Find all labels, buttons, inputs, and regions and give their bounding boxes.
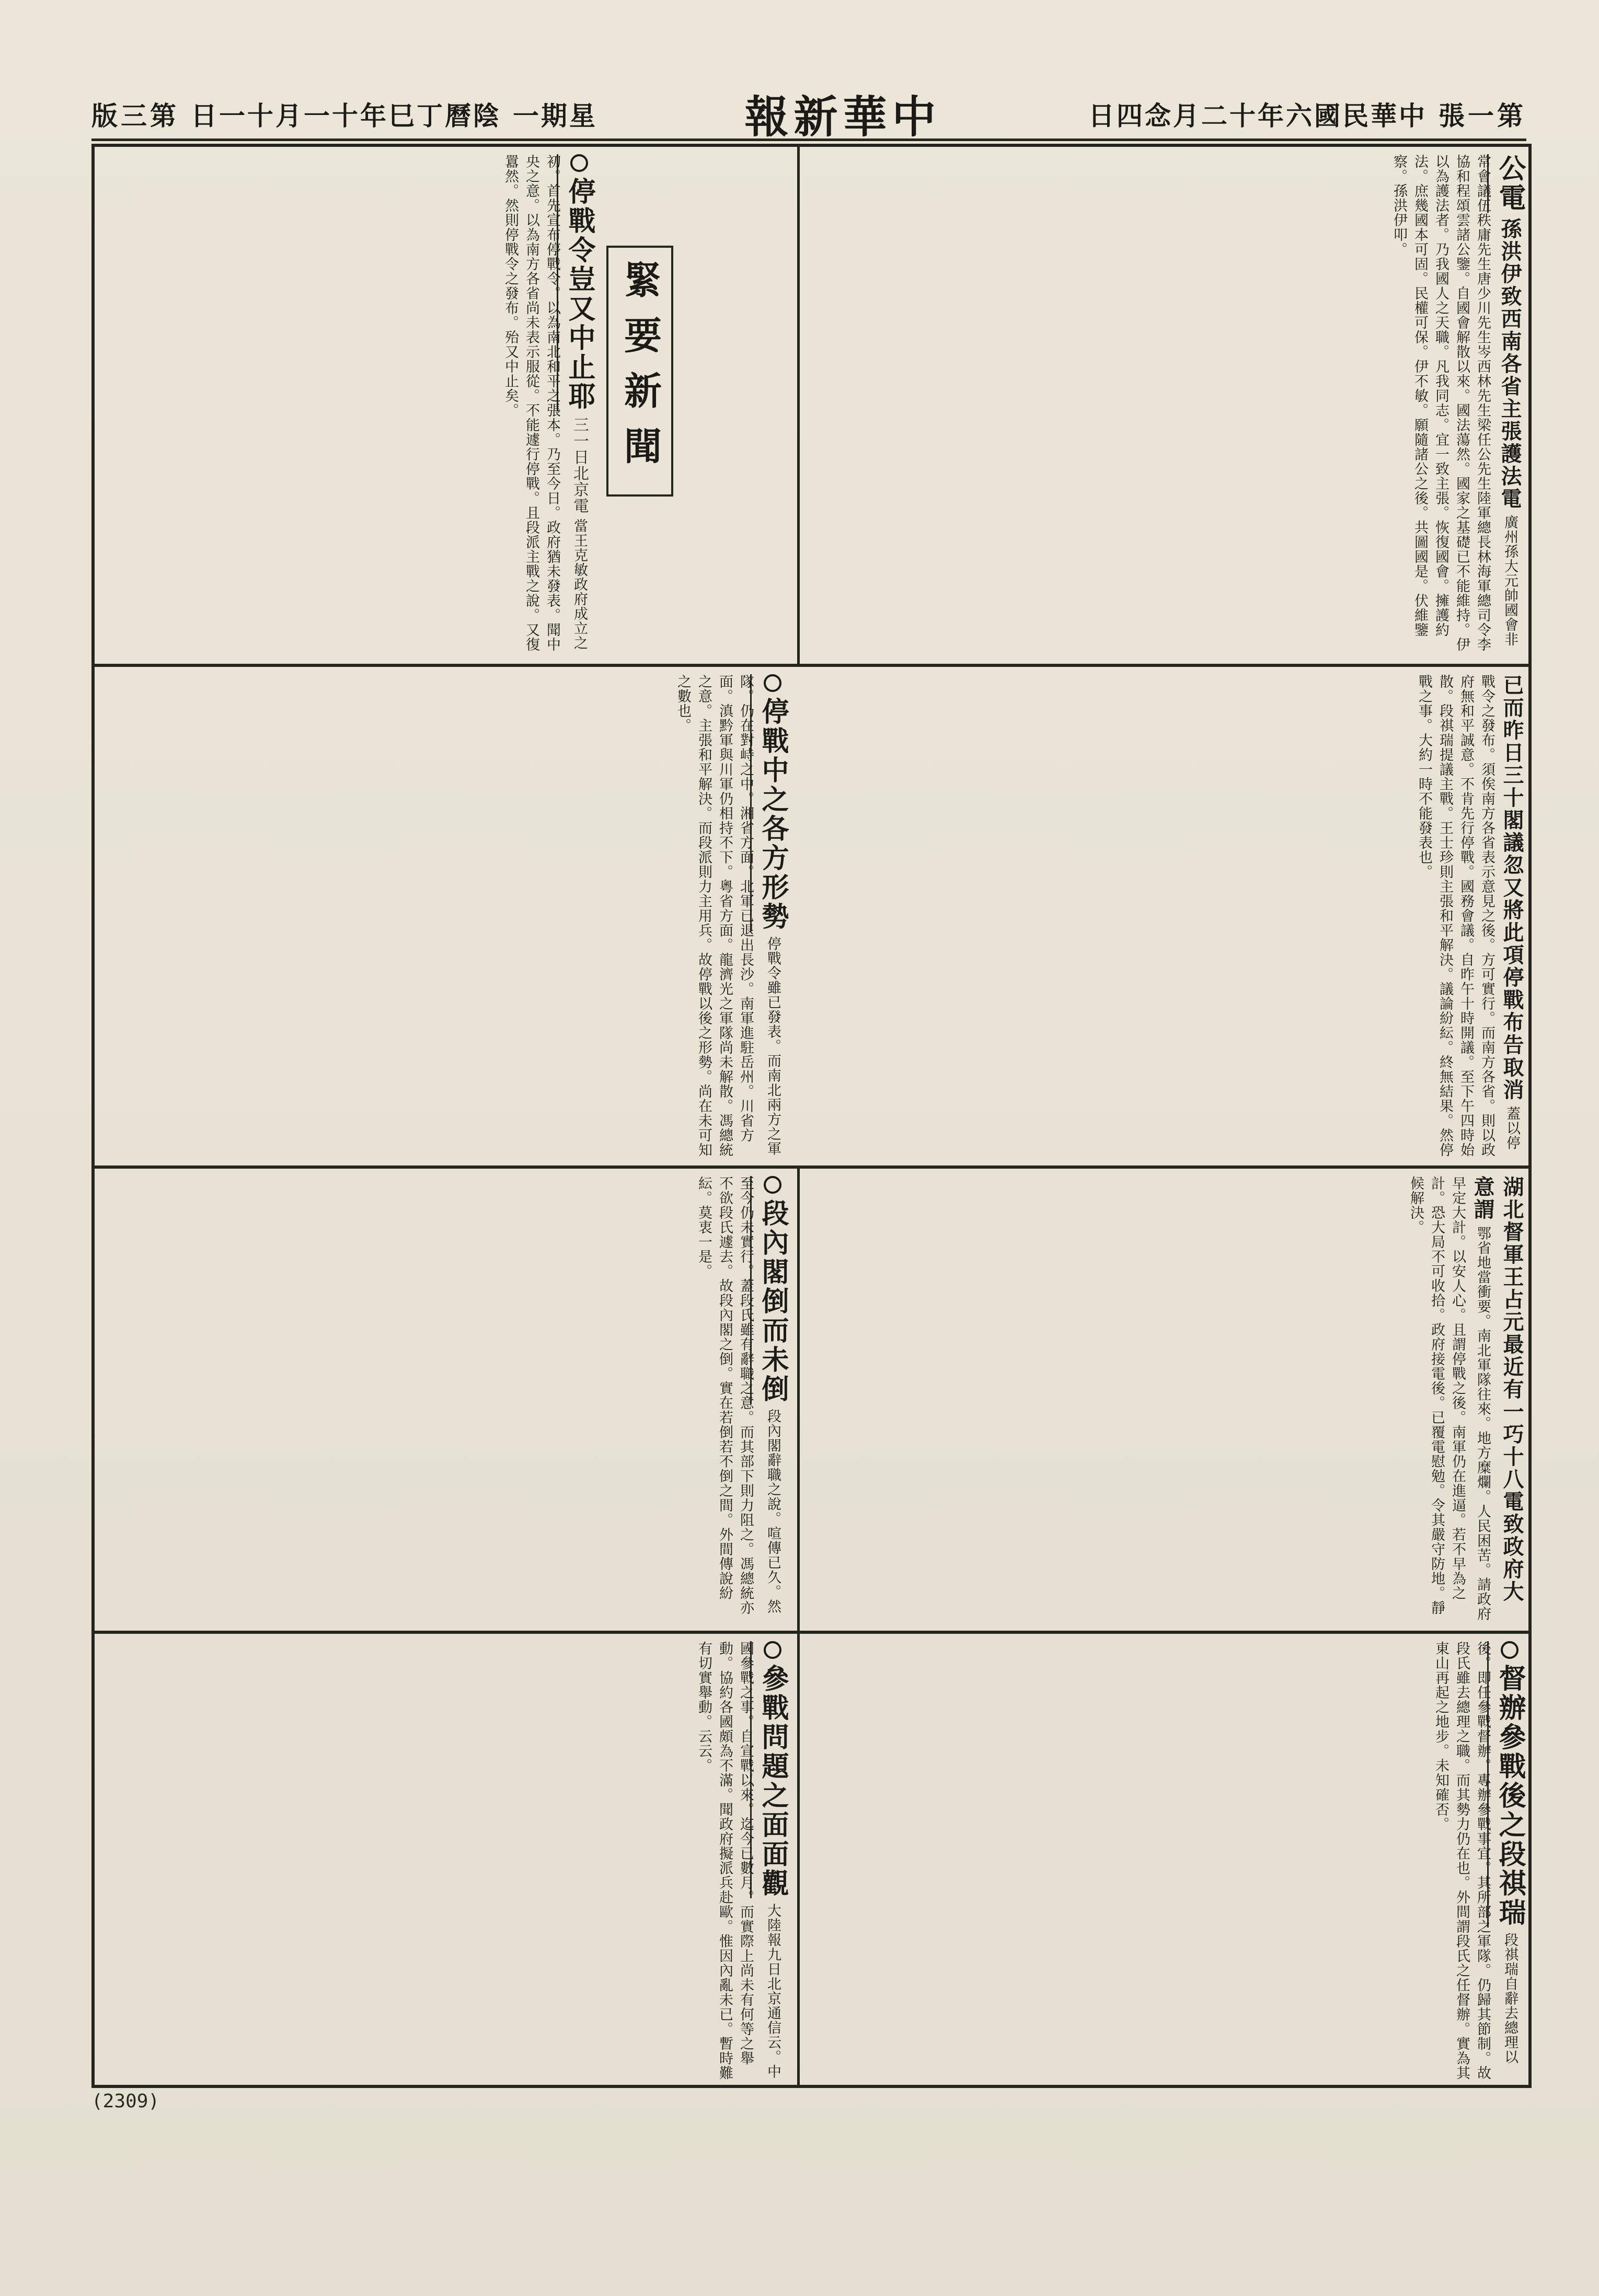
lunar-date: 日一十月一十年巳丁曆陰 xyxy=(191,100,501,131)
page-label: 版三第 xyxy=(91,100,179,131)
section-divider xyxy=(91,1631,1532,1634)
article-lede: 湖北督軍王占元最近有一巧十八電致政府大意謂 xyxy=(1470,1176,1524,1603)
masthead xyxy=(91,89,1526,141)
article-lede: 孫洪伊致西南各省主張護法電 xyxy=(1498,217,1522,510)
article-body: 鄂省地當衝要。南北軍隊往來。地方糜爛。人民困苦。請政府早定大計。以安人心。且謂停戰之後。南軍仍在進逼。若不早為之計。恐大局不可收拾。政府接電後。已覆電慰勉。令其嚴守防地。靜候解決。 xyxy=(1408,1176,1491,1621)
article-body: 停戰令雖已發表。而南北兩方之軍隊。仍在對峙之中。湘省方面。北軍已退出長沙。南軍進駐岳州。川省方面。滇黔軍與川軍仍相持不下。粵省方面。龍濟光之軍隊尚未解散。馮總統之意。主張和平解決。而段派則力主用兵。故停戰以後之形勢。尚在未可知之數也。 xyxy=(675,674,781,1157)
section-divider xyxy=(91,664,1532,667)
weekday: 一期星 xyxy=(513,100,597,131)
bullet-icon xyxy=(764,674,781,692)
newspaper-title: 報新華中 xyxy=(744,91,941,143)
article-body: 廣州孫大元帥國會非常會議伍秩庸先生唐少川先生岑西林先生梁任公先生陸軍總長林海軍總司令李協和程頌雲諸公鑒。自國會解散以來。國法蕩然。國家之基礎已不能維持。伊以為護法者。乃我國人之天職。凡我同志。宜一致主張。恢復國會。擁護約法。庶幾國本可固。民權可保。伊不敏。願隨諸公之後。共圖國是。伏維鑒察。孫洪伊叩。 xyxy=(1391,154,1518,652)
article-headline: 段內閣倒而未倒 xyxy=(750,1176,789,1404)
article-gongdian xyxy=(808,154,1526,656)
article-yi-jian xyxy=(808,674,1526,1158)
article-headline: 公電 xyxy=(1487,154,1526,213)
article-hubei xyxy=(808,1176,1526,1623)
article-body: 段祺瑞自辭去總理以後。即任參戰督辦。專辦參戰事宜。其所部之軍隊。仍歸其節制。故段氏雖去總理之職。而其勢力仍在也。外間謂段氏之任督辦。實為其東山再起之地步。未知確否。 xyxy=(1433,1641,1518,2080)
section-divider xyxy=(91,1166,1532,1169)
article-headline: 停戰中之各方形勢 xyxy=(750,674,789,931)
article-body: 段內閣辭職之說。喧傳已久。然至今仍未實行。蓋段氏雖有辭職之意。而其部下則力阻之。馮總統亦不欲段氏遽去。故段內閣之倒。實在若倒若不倒之間。外間傳說紛紜。莫衷一是。 xyxy=(696,1176,781,1615)
article-canzhan xyxy=(99,1641,789,2080)
article-headline: 停戰令豈又中止耶 xyxy=(557,154,595,411)
article-tingzhan-qi xyxy=(99,154,596,656)
article-duan-neige xyxy=(99,1176,789,1623)
article-lede: 已而昨日三十閣議忽又將此項停戰布告取消 xyxy=(1500,674,1524,1101)
article-body: 大陸報九日北京通信云。中國參戰之事。自宣戰以來。迄今已數月。而實際上尚未有何等之舉動。協約各國頗為不滿。聞政府擬派兵赴歐。惟因內亂未已。暫時難有切實舉動。云云。 xyxy=(696,1641,781,2080)
sheet-label: 張一第 xyxy=(1438,100,1526,131)
bullet-icon xyxy=(764,1641,781,1659)
article-headline: 參戰問題之面面觀 xyxy=(750,1641,789,1898)
article-subhead: 三一日北京電 xyxy=(570,416,589,514)
column-divider xyxy=(797,1631,800,2088)
article-headline: 督辦參戰後之段祺瑞 xyxy=(1487,1641,1526,1928)
bullet-icon xyxy=(764,1176,781,1194)
article-body: 蓋以停戰令之發布。須俟南方各省表示意見之後。方可實行。而南方各省。則以政府無和平誠意。不肯先行停戰。國務會議。自昨午十時開議。至下午四時始散。段祺瑞提議主戰。王士珍則主張和平解決。議論紛紜。終無結果。然停戰之事。大約一時不能發表也。 xyxy=(1416,674,1520,1157)
bullet-icon xyxy=(1501,1641,1519,1659)
column-divider xyxy=(797,1166,800,1631)
article-body: 當王克敏政府成立之初。首先宣布停戰令。以為南北和平之張本。乃至今日。政府猶未發表。聞中央之意。以為南方各省尚未表示服從。不能遽行停戰。且段派主戰之說。又復囂然。然則停戰令之發布。殆又中止矣。 xyxy=(502,154,588,652)
page-number: (2309) xyxy=(91,2091,160,2112)
column-divider xyxy=(797,144,800,664)
bullet-icon xyxy=(570,154,588,172)
article-dubanzhan xyxy=(808,1641,1526,2080)
republic-date: 日四念月二十年六國民華中 xyxy=(1088,100,1427,131)
urgent-news-title: 緊要新聞 xyxy=(606,246,673,497)
article-tingzhan-gefang xyxy=(99,674,789,1158)
